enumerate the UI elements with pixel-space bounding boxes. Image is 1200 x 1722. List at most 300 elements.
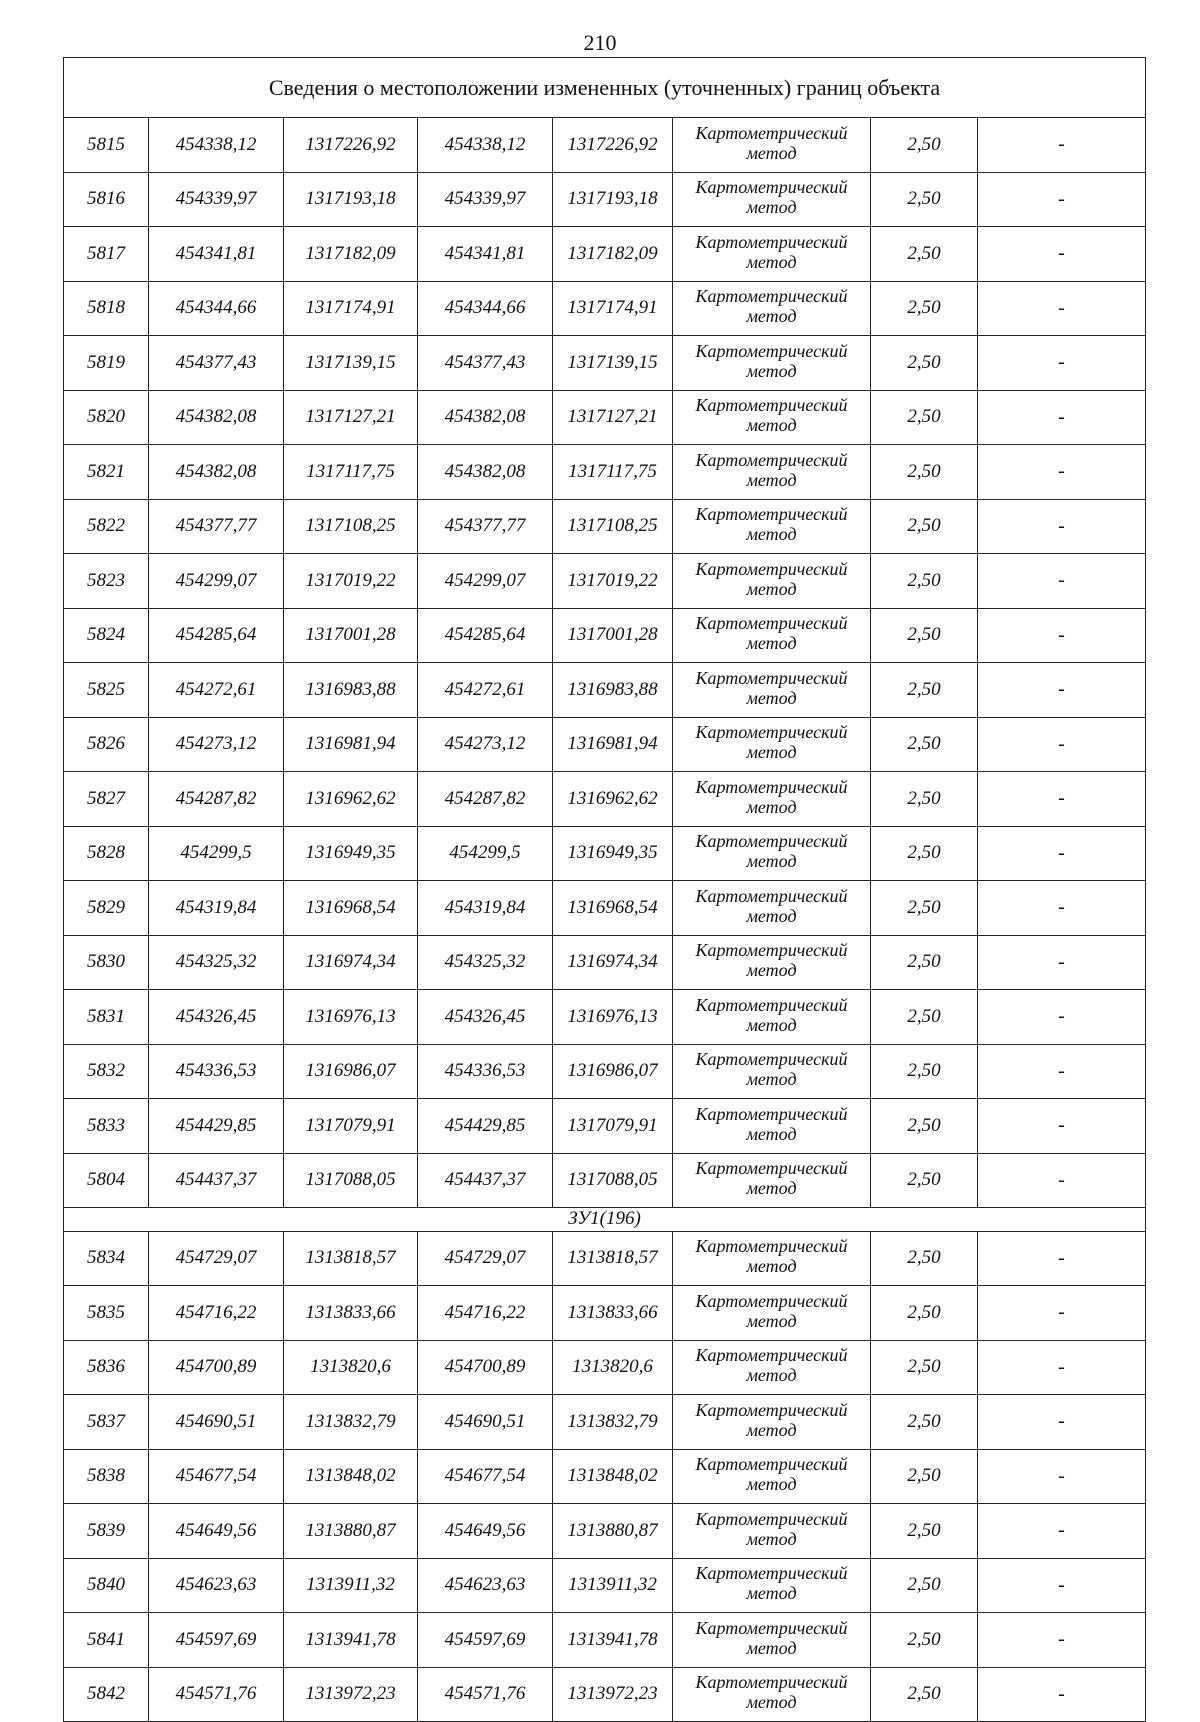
point-number-cell: 5804	[64, 1153, 149, 1208]
existing-y-cell: 1313848,02	[284, 1449, 418, 1504]
refined-x-cell: 454287,82	[418, 772, 553, 827]
refined-x-cell: 454272,61	[418, 663, 553, 718]
point-number-cell: 5820	[64, 390, 149, 445]
refined-y-cell: 1313820,6	[553, 1340, 673, 1395]
accuracy-cell: 2,50	[871, 1153, 978, 1208]
refined-y-cell: 1317127,21	[553, 390, 673, 445]
table-row	[64, 172, 1146, 227]
refined-y-cell: 1316974,34	[553, 935, 673, 990]
existing-y-cell: 1317001,28	[284, 608, 418, 663]
method-line-2: метод	[746, 1637, 797, 1658]
refined-y-cell: 1313880,87	[553, 1504, 673, 1559]
refined-y-cell: 1317001,28	[553, 608, 673, 663]
point-number-cell: 5833	[64, 1099, 149, 1154]
table-row	[64, 1395, 1146, 1450]
point-number-cell: 5817	[64, 227, 149, 282]
existing-x-cell: 454729,07	[149, 1231, 284, 1286]
note-cell: -	[978, 881, 1146, 936]
table-row	[64, 227, 1146, 282]
page-number: 210	[583, 30, 617, 55]
refined-x-cell: 454339,97	[418, 172, 553, 227]
existing-x-cell: 454339,97	[149, 172, 284, 227]
existing-x-cell: 454437,37	[149, 1153, 284, 1208]
table-row	[64, 772, 1146, 827]
existing-x-cell: 454377,43	[149, 336, 284, 391]
refined-x-cell: 454677,54	[418, 1449, 553, 1504]
table-row	[64, 554, 1146, 609]
refined-y-cell: 1316962,62	[553, 772, 673, 827]
accuracy-cell: 2,50	[871, 717, 978, 772]
method-cell	[673, 118, 871, 173]
existing-y-cell: 1316968,54	[284, 881, 418, 936]
refined-y-cell: 1316981,94	[553, 717, 673, 772]
method-line-1: Картометрический	[695, 1508, 848, 1529]
method-line-1: Картометрический	[695, 1236, 848, 1257]
method-line-2: метод	[746, 1583, 797, 1604]
existing-x-cell: 454429,85	[149, 1099, 284, 1154]
existing-y-cell: 1316962,62	[284, 772, 418, 827]
method-line-2: метод	[746, 306, 797, 327]
point-number-cell: 5837	[64, 1395, 149, 1450]
point-number-cell: 5829	[64, 881, 149, 936]
note-cell: -	[978, 1153, 1146, 1208]
method-cell	[673, 1044, 871, 1099]
refined-x-cell: 454299,5	[418, 826, 553, 881]
accuracy-cell: 2,50	[871, 608, 978, 663]
refined-x-cell: 454437,37	[418, 1153, 553, 1208]
accuracy-cell: 2,50	[871, 336, 978, 391]
table-row	[64, 390, 1146, 445]
point-number-cell: 5835	[64, 1286, 149, 1341]
table-title: Сведения о местоположении измененных (уточненных) границ объекта	[64, 58, 1146, 118]
method-line-2: метод	[746, 415, 797, 436]
method-line-1: Картометрический	[695, 1049, 848, 1070]
table-title-row	[64, 58, 1146, 118]
refined-x-cell: 454429,85	[418, 1099, 553, 1154]
note-cell: -	[978, 227, 1146, 282]
refined-x-cell: 454341,81	[418, 227, 553, 282]
accuracy-cell: 2,50	[871, 499, 978, 554]
table-row	[64, 1558, 1146, 1613]
refined-y-cell: 1317182,09	[553, 227, 673, 282]
existing-x-cell: 454285,64	[149, 608, 284, 663]
method-line-1: Картометрический	[695, 286, 848, 307]
method-line-1: Картометрический	[695, 831, 848, 852]
existing-y-cell: 1316986,07	[284, 1044, 418, 1099]
method-line-1: Картометрический	[695, 504, 848, 525]
method-line-1: Картометрический	[695, 776, 848, 797]
existing-x-cell: 454325,32	[149, 935, 284, 990]
method-cell	[673, 227, 871, 282]
accuracy-cell: 2,50	[871, 118, 978, 173]
refined-x-cell: 454716,22	[418, 1286, 553, 1341]
point-number-cell: 5828	[64, 826, 149, 881]
refined-x-cell: 454377,77	[418, 499, 553, 554]
method-cell	[673, 1613, 871, 1668]
existing-y-cell: 1317079,91	[284, 1099, 418, 1154]
method-cell	[673, 336, 871, 391]
existing-y-cell: 1317127,21	[284, 390, 418, 445]
refined-y-cell: 1313833,66	[553, 1286, 673, 1341]
refined-y-cell: 1317193,18	[553, 172, 673, 227]
table-row	[64, 663, 1146, 718]
accuracy-cell: 2,50	[871, 1044, 978, 1099]
point-number-cell: 5826	[64, 717, 149, 772]
method-line-2: метод	[746, 1474, 797, 1495]
method-line-2: метод	[746, 1692, 797, 1713]
method-line-1: Картометрический	[695, 449, 848, 470]
method-cell	[673, 1449, 871, 1504]
note-cell: -	[978, 1504, 1146, 1559]
existing-x-cell: 454382,08	[149, 390, 284, 445]
point-number-cell: 5832	[64, 1044, 149, 1099]
table-row	[64, 281, 1146, 336]
method-line-2: метод	[746, 360, 797, 381]
note-cell: -	[978, 1044, 1146, 1099]
existing-y-cell: 1313880,87	[284, 1504, 418, 1559]
method-cell	[673, 390, 871, 445]
method-cell	[673, 1667, 871, 1722]
existing-x-cell: 454571,76	[149, 1667, 284, 1722]
table-row	[64, 1667, 1146, 1722]
accuracy-cell: 2,50	[871, 554, 978, 609]
accuracy-cell: 2,50	[871, 1231, 978, 1286]
refined-y-cell: 1316976,13	[553, 990, 673, 1045]
refined-y-cell: 1317079,91	[553, 1099, 673, 1154]
table-row	[64, 118, 1146, 173]
method-line-2: метод	[746, 469, 797, 490]
boundary-coordinates-table	[63, 57, 1146, 1722]
note-cell: -	[978, 1099, 1146, 1154]
method-line-2: метод	[746, 905, 797, 926]
existing-x-cell: 454319,84	[149, 881, 284, 936]
accuracy-cell: 2,50	[871, 1449, 978, 1504]
method-line-1: Картометрический	[695, 667, 848, 688]
refined-y-cell: 1316986,07	[553, 1044, 673, 1099]
existing-y-cell: 1316981,94	[284, 717, 418, 772]
table-row	[64, 990, 1146, 1045]
method-cell	[673, 1504, 871, 1559]
accuracy-cell: 2,50	[871, 1613, 978, 1668]
note-cell: -	[978, 990, 1146, 1045]
method-line-1: Картометрический	[695, 1290, 848, 1311]
note-cell: -	[978, 608, 1146, 663]
point-number-cell: 5825	[64, 663, 149, 718]
section-heading: ЗУ1(196)	[64, 1208, 1146, 1232]
method-line-2: метод	[746, 142, 797, 163]
point-number-cell: 5836	[64, 1340, 149, 1395]
refined-x-cell: 454623,63	[418, 1558, 553, 1613]
method-cell	[673, 772, 871, 827]
existing-x-cell: 454690,51	[149, 1395, 284, 1450]
method-line-1: Картометрический	[695, 231, 848, 252]
point-number-cell: 5823	[64, 554, 149, 609]
point-number-cell: 5838	[64, 1449, 149, 1504]
method-line-1: Картометрический	[695, 1617, 848, 1638]
note-cell: -	[978, 1231, 1146, 1286]
method-line-1: Картометрический	[695, 940, 848, 961]
refined-y-cell: 1313972,23	[553, 1667, 673, 1722]
existing-y-cell: 1317117,75	[284, 445, 418, 500]
method-cell	[673, 445, 871, 500]
method-line-1: Картометрический	[695, 722, 848, 743]
method-line-1: Картометрический	[695, 994, 848, 1015]
method-cell	[673, 1153, 871, 1208]
method-line-2: метод	[746, 1014, 797, 1035]
existing-y-cell: 1317139,15	[284, 336, 418, 391]
note-cell: -	[978, 554, 1146, 609]
accuracy-cell: 2,50	[871, 663, 978, 718]
method-line-1: Картометрический	[695, 122, 848, 143]
accuracy-cell: 2,50	[871, 772, 978, 827]
table-row	[64, 336, 1146, 391]
note-cell: -	[978, 172, 1146, 227]
method-line-2: метод	[746, 1310, 797, 1331]
note-cell: -	[978, 390, 1146, 445]
method-line-2: метод	[746, 687, 797, 708]
refined-x-cell: 454273,12	[418, 717, 553, 772]
existing-x-cell: 454272,61	[149, 663, 284, 718]
table-row	[64, 1099, 1146, 1154]
note-cell: -	[978, 717, 1146, 772]
existing-y-cell: 1316983,88	[284, 663, 418, 718]
note-cell: -	[978, 1613, 1146, 1668]
refined-y-cell: 1317226,92	[553, 118, 673, 173]
refined-y-cell: 1316949,35	[553, 826, 673, 881]
method-cell	[673, 1231, 871, 1286]
note-cell: -	[978, 281, 1146, 336]
accuracy-cell: 2,50	[871, 445, 978, 500]
refined-x-cell: 454729,07	[418, 1231, 553, 1286]
existing-y-cell: 1316949,35	[284, 826, 418, 881]
existing-y-cell: 1317108,25	[284, 499, 418, 554]
note-cell: -	[978, 935, 1146, 990]
note-cell: -	[978, 499, 1146, 554]
existing-x-cell: 454649,56	[149, 1504, 284, 1559]
refined-x-cell: 454700,89	[418, 1340, 553, 1395]
existing-y-cell: 1317088,05	[284, 1153, 418, 1208]
method-cell	[673, 499, 871, 554]
note-cell: -	[978, 1395, 1146, 1450]
accuracy-cell: 2,50	[871, 1395, 978, 1450]
accuracy-cell: 2,50	[871, 172, 978, 227]
accuracy-cell: 2,50	[871, 390, 978, 445]
accuracy-cell: 2,50	[871, 881, 978, 936]
existing-y-cell: 1316976,13	[284, 990, 418, 1045]
method-cell	[673, 1286, 871, 1341]
table-row	[64, 1449, 1146, 1504]
existing-x-cell: 454344,66	[149, 281, 284, 336]
method-line-2: метод	[746, 1419, 797, 1440]
existing-y-cell: 1317193,18	[284, 172, 418, 227]
existing-x-cell: 454299,5	[149, 826, 284, 881]
point-number-cell: 5839	[64, 1504, 149, 1559]
method-cell	[673, 717, 871, 772]
note-cell: -	[978, 1340, 1146, 1395]
point-number-cell: 5831	[64, 990, 149, 1045]
table-row	[64, 1231, 1146, 1286]
point-number-cell: 5821	[64, 445, 149, 500]
refined-x-cell: 454649,56	[418, 1504, 553, 1559]
method-line-2: метод	[746, 1069, 797, 1090]
method-line-2: метод	[746, 251, 797, 272]
existing-x-cell: 454299,07	[149, 554, 284, 609]
existing-x-cell: 454716,22	[149, 1286, 284, 1341]
method-cell	[673, 663, 871, 718]
note-cell: -	[978, 1558, 1146, 1613]
method-line-2: метод	[746, 524, 797, 545]
existing-y-cell: 1317174,91	[284, 281, 418, 336]
note-cell: -	[978, 1449, 1146, 1504]
method-line-1: Картометрический	[695, 340, 848, 361]
point-number-cell: 5822	[64, 499, 149, 554]
existing-y-cell: 1317226,92	[284, 118, 418, 173]
existing-y-cell: 1313820,6	[284, 1340, 418, 1395]
note-cell: -	[978, 445, 1146, 500]
existing-y-cell: 1313941,78	[284, 1613, 418, 1668]
point-number-cell: 5818	[64, 281, 149, 336]
existing-x-cell: 454338,12	[149, 118, 284, 173]
existing-x-cell: 454382,08	[149, 445, 284, 500]
method-line-1: Картометрический	[695, 885, 848, 906]
method-cell	[673, 826, 871, 881]
refined-y-cell: 1313818,57	[553, 1231, 673, 1286]
method-line-2: метод	[746, 1528, 797, 1549]
method-line-1: Картометрический	[695, 613, 848, 634]
method-cell	[673, 281, 871, 336]
refined-x-cell: 454597,69	[418, 1613, 553, 1668]
method-cell	[673, 1340, 871, 1395]
accuracy-cell: 2,50	[871, 281, 978, 336]
method-line-2: метод	[746, 197, 797, 218]
method-line-2: метод	[746, 960, 797, 981]
refined-y-cell: 1317019,22	[553, 554, 673, 609]
existing-x-cell: 454273,12	[149, 717, 284, 772]
method-cell	[673, 172, 871, 227]
refined-x-cell: 454319,84	[418, 881, 553, 936]
point-number-cell: 5834	[64, 1231, 149, 1286]
accuracy-cell: 2,50	[871, 935, 978, 990]
method-line-2: метод	[746, 1365, 797, 1386]
table-row	[64, 881, 1146, 936]
refined-x-cell: 454338,12	[418, 118, 553, 173]
method-cell	[673, 608, 871, 663]
method-cell	[673, 990, 871, 1045]
method-line-1: Картометрический	[695, 177, 848, 198]
accuracy-cell: 2,50	[871, 1099, 978, 1154]
existing-y-cell: 1313833,66	[284, 1286, 418, 1341]
existing-x-cell: 454287,82	[149, 772, 284, 827]
accuracy-cell: 2,50	[871, 826, 978, 881]
existing-y-cell: 1313818,57	[284, 1231, 418, 1286]
table-row	[64, 1044, 1146, 1099]
method-cell	[673, 1395, 871, 1450]
point-number-cell: 5819	[64, 336, 149, 391]
refined-y-cell: 1317139,15	[553, 336, 673, 391]
refined-y-cell: 1317108,25	[553, 499, 673, 554]
refined-x-cell: 454325,32	[418, 935, 553, 990]
point-number-cell: 5830	[64, 935, 149, 990]
existing-x-cell: 454677,54	[149, 1449, 284, 1504]
accuracy-cell: 2,50	[871, 1558, 978, 1613]
method-line-2: метод	[746, 1123, 797, 1144]
refined-x-cell: 454377,43	[418, 336, 553, 391]
section-heading-row	[64, 1208, 1146, 1232]
note-cell: -	[978, 1667, 1146, 1722]
table-row	[64, 935, 1146, 990]
refined-x-cell: 454382,08	[418, 445, 553, 500]
point-number-cell: 5824	[64, 608, 149, 663]
existing-y-cell: 1313972,23	[284, 1667, 418, 1722]
table-row	[64, 1613, 1146, 1668]
accuracy-cell: 2,50	[871, 1340, 978, 1395]
existing-y-cell: 1313911,32	[284, 1558, 418, 1613]
note-cell: -	[978, 336, 1146, 391]
refined-y-cell: 1313941,78	[553, 1613, 673, 1668]
method-line-2: метод	[746, 1178, 797, 1199]
table-row	[64, 1153, 1146, 1208]
refined-x-cell: 454285,64	[418, 608, 553, 663]
point-number-cell: 5827	[64, 772, 149, 827]
method-line-1: Картометрический	[695, 1454, 848, 1475]
method-cell	[673, 554, 871, 609]
refined-x-cell: 454299,07	[418, 554, 553, 609]
refined-y-cell: 1316983,88	[553, 663, 673, 718]
method-line-1: Картометрический	[695, 1399, 848, 1420]
refined-y-cell: 1313848,02	[553, 1449, 673, 1504]
note-cell: -	[978, 663, 1146, 718]
existing-y-cell: 1313832,79	[284, 1395, 418, 1450]
table-row	[64, 1340, 1146, 1395]
method-line-2: метод	[746, 578, 797, 599]
table-row	[64, 1286, 1146, 1341]
method-line-1: Картометрический	[695, 1672, 848, 1693]
method-line-2: метод	[746, 1256, 797, 1277]
method-line-1: Картометрический	[695, 1345, 848, 1366]
note-cell: -	[978, 826, 1146, 881]
method-line-2: метод	[746, 742, 797, 763]
point-number-cell: 5842	[64, 1667, 149, 1722]
existing-x-cell: 454597,69	[149, 1613, 284, 1668]
existing-x-cell: 454623,63	[149, 1558, 284, 1613]
refined-x-cell: 454382,08	[418, 390, 553, 445]
refined-x-cell: 454326,45	[418, 990, 553, 1045]
method-line-2: метод	[746, 796, 797, 817]
method-line-1: Картометрический	[695, 1103, 848, 1124]
existing-x-cell: 454336,53	[149, 1044, 284, 1099]
method-line-2: метод	[746, 633, 797, 654]
refined-x-cell: 454336,53	[418, 1044, 553, 1099]
refined-y-cell: 1313832,79	[553, 1395, 673, 1450]
point-number-cell: 5815	[64, 118, 149, 173]
method-cell	[673, 935, 871, 990]
table-row	[64, 717, 1146, 772]
accuracy-cell: 2,50	[871, 1286, 978, 1341]
refined-y-cell: 1317117,75	[553, 445, 673, 500]
table-row	[64, 1504, 1146, 1559]
point-number-cell: 5816	[64, 172, 149, 227]
point-number-cell: 5840	[64, 1558, 149, 1613]
existing-y-cell: 1317019,22	[284, 554, 418, 609]
method-line-1: Картометрический	[695, 558, 848, 579]
note-cell: -	[978, 118, 1146, 173]
existing-x-cell: 454377,77	[149, 499, 284, 554]
existing-y-cell: 1317182,09	[284, 227, 418, 282]
table-row	[64, 826, 1146, 881]
refined-x-cell: 454690,51	[418, 1395, 553, 1450]
method-cell	[673, 1558, 871, 1613]
table-row	[64, 608, 1146, 663]
